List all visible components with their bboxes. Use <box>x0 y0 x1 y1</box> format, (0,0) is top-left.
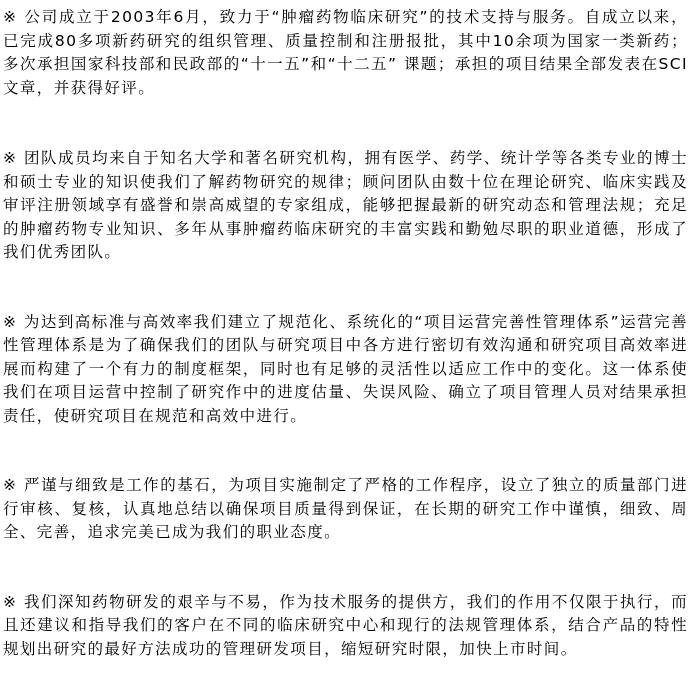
paragraph-quality-rigor: ※ 严谨与细致是工作的基石，为项目实施制定了严格的工作程序，设立了独立的质量部门进行审核、复核，认真地总结以确保项目质量得到保证，在长期的研究工作中谨慎，细致、周全、完善，追求完美已成为我们的职业态度。 <box>3 476 688 541</box>
paragraph-management-system: ※ 为达到高标准与高效率我们建立了规范化、系统化的“项目运营完善性管理体系”运营完善性管理体系是为了确保我们的团队与研究项目中各方进行密切有效沟通和研究项目高效率进展而构建了一个有力的制度框架，同时也有足够的灵活性以适应工作中的变化。这一体系使我们在项目运营中控制了研究作中的进度估量、失误风险、确立了项目管理人员对结果承担责任，使研究项目在规范和高效中进行。 <box>3 312 688 425</box>
paragraph-spacer <box>3 265 688 311</box>
paragraph-team-members: ※ 团队成员均来自于知名大学和著名研究机构，拥有医学、药学、统计学等各类专业的博士和硕士专业的知识使我们了解药物研究的规律；顾问团队由数十位在理论研究、临床实践及审评注册领域享有盛誉和崇高威望的专家组成，能够把握最新的研究动态和管理法规；充足的肿瘤药物专业知识、多年从事肿瘤药临床研究的丰富实践和勤勉尽职的职业道德，形成了我们优秀团队。 <box>3 149 688 261</box>
paragraph-spacer <box>3 100 688 147</box>
paragraph-spacer <box>3 545 688 591</box>
paragraph-client-guidance: ※ 我们深知药物研发的艰辛与不易，作为技术服务的提供方，我们的作用不仅限于执行，而且还建议和指导我们的客户在不同的临床研究中心和现行的法规管理体系，结合产品的特性规划出研究的最好方法成功的管理研发项目，缩短研究时限，加快上市时间。 <box>3 592 688 658</box>
paragraph-company-founding: ※ 公司成立于2003年6月，致力于“肿瘤药物临床研究”的技术支持与服务。自成立以来，已完成80多项新药研究的组织管理、质量控制和注册报批，其中10余项为国家一类新药；多次承担国家科技部和民政部的“十一五”和“十二五” 课题；承担的项目结果全部发表在SCI文章，并获得好评。 <box>3 8 688 97</box>
paragraph-spacer <box>3 428 688 474</box>
